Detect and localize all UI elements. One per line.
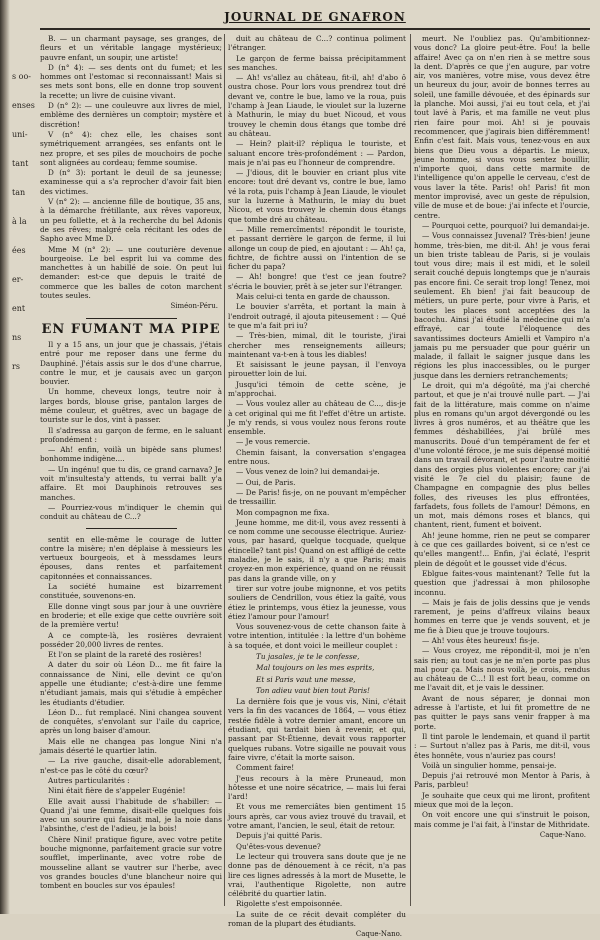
paragraph: On voit encore une qui s'instruit le poison, mais comme je l'ai fait, à l'instar de Mithridate. — [414, 810, 590, 829]
verse-line: Ton adieu vaut bien tout Paris! — [256, 685, 370, 695]
paragraph: sentit en elle-même le courage de lutter contre la misère; n'en déplaise à messieurs les vertueux bourgeois, et à messdames leurs épouses, dans rentes et parfaitement capitonnées et connaissances. — [40, 534, 222, 581]
column-1 — [40, 34, 222, 910]
paragraph: D (n° 2): — une couleuvre aux livres de miel, emblème des dernières un comptoir; mystère et discrétion! — [40, 101, 222, 129]
separator — [86, 528, 177, 529]
margin-fragment: enses — [12, 101, 35, 110]
verse-block — [228, 652, 406, 695]
paragraph: — Ah! vous êtes heureux! fis-je. — [422, 636, 540, 645]
paragraph: Jusqu'ici témoin de cette scène, je m'approchai. — [228, 379, 406, 398]
paragraph: Depuis j'ai quitté Paris. — [236, 831, 323, 841]
paragraph: Comment faire! — [236, 763, 295, 773]
paragraph: tirer sur votre joube mignonne, et vos petits souliers de Cendrillon, vous étiez la gaîté, vous étiez le printemps, vous étiez la jeunesse, vous étiez l'amour pour l'amour! — [228, 583, 406, 621]
paragraph: Vous souvenez-vous de cette chanson faite à votre intention, intitulée : la lettre d'un bohème à sa toquée, et dont voici le meilleur couplet : — [228, 622, 406, 650]
paragraph: — Hein? plait-il? répliqua le touriste, et saluant encore très-profondément : — Pardon, mais je n'ai pas eu l'honneur de comprendre. — [228, 139, 406, 167]
paragraph: Rigolette s'est empoisonnée. — [236, 899, 343, 909]
paragraph: Et vous me remerciâtes bien gentiment 15 jours après, car vous aviez trouvé du travail, et votre amant, l'ancien, le seul, était de retour. — [228, 802, 406, 831]
paragraph: A dater du soir où Léon D... me fit faire la connaissance de Nini, elle devint ce qu'on appelle une étudiante; c'est-à-dire une femme n'étudiant jamais, mais qui s'étudie à empêcher les étudiants d'étudier. — [40, 660, 222, 707]
verse-line: Mal toujours on les mes esprits, — [256, 663, 375, 673]
paragraph: Le lecteur qui trouvera sans doute que je ne donne pas de dénouement à ce récit, n'a pas lire ces lignes adressés à la mort de Musette, le vrai, l'authentique Rigolette, non autre célébrité du quartier latin. — [228, 851, 406, 899]
paragraph: — Ah! enfin, voilà un bipède sans plumes! bonhomme indigène.... — [40, 445, 222, 464]
column-3 — [414, 34, 590, 910]
paragraph: — Vous voulez aller au château de C..., dis-je à cet original qui me fit l'effet d'être un artiste. Je m'y rends, si vous voulez nous ferons route ensemble. — [228, 399, 406, 437]
paragraph: — La rive gauche, disait-elle adorablement, n'est-ce pas le côté du cœur? — [40, 756, 222, 775]
paragraph: Mais elle ne changea pas longue Nini n'a jamais déserté le quartier latin. — [40, 736, 222, 756]
verse-line: Et si Paris vaut une messe, — [256, 674, 356, 684]
paragraph: Et l'on se plaint de la rareté des rosières! — [48, 650, 202, 660]
paragraph: V (n° 4): chez elle, les chaises sont symétriquement arrangées, ses enfants ont le nez propre, et ses piles de mouchoirs de poche sont alignées au cordeau; femme soumise. — [40, 129, 222, 167]
paragraph: Le bouvier s'arrêta, et portant la main à l'endroit outragé, il ajouta piteusement : — Qué te que m'a fait pri iu? — [228, 302, 406, 330]
column-rule-1 — [224, 34, 225, 906]
paragraph: Je souhaite que ceux qui me liront, profitent mieux que moi de la leçon. — [414, 790, 590, 810]
paragraph: — Je vous remercie. — [236, 437, 311, 447]
signature-2: Caque-Nano. — [355, 930, 402, 939]
page-binding-edge — [0, 0, 10, 914]
column-rule-2 — [410, 34, 411, 906]
paragraph: Autres particularités : — [48, 775, 130, 785]
paragraph: Il y a 15 ans, un jour que je chassais, j'étais entré pour me reposer dans une ferme du Dauphiné. J'étais assis sur le dos d'une charrue, contre le mur, et je causais avec un garçon bouvier. — [40, 339, 222, 387]
signature-3: Caque-Nano. — [539, 830, 586, 839]
paragraph: La suite de ce récit devait compléter du roman de la plupart des étudiants. — [228, 909, 406, 929]
paragraph: Avant de nous séparer, je donnai mon adresse à l'artiste, et lui fit promettre de ne pas quitter le pays sans venir frapper à ma porte. — [414, 693, 590, 731]
story-opening — [40, 340, 222, 522]
paragraph: B. — un charmant paysage, ses granges, de fleurs et un véritable langage mystérieux; pauvre enfant, un soupir, une artiste! — [40, 34, 222, 62]
story-ending — [228, 697, 406, 928]
paragraph: Nini était fière de s'appeler Eugénie! — [48, 786, 186, 796]
paragraph: Mais celui-ci tenta en garde de chausson. — [236, 292, 390, 302]
paragraph: — Mais je fais de jolis dessins que je vends rarement, je peins d'affreux vilains beaux hommes en terre que je vends souvent, et je me fie à Dieu que je trouve toujours. — [414, 597, 590, 635]
paragraph: D (n° 4): — ses dents ont du fumet; et les hommes ont l'estomac si reconnaissant! Mais si ses mets sont bons, elle en donne trop souvent la recette; un livre de cuisine vivant. — [40, 62, 222, 100]
margin-fragment: er- — [12, 275, 24, 284]
column-2 — [228, 34, 406, 939]
paragraph: Ah! jeune homme, rien ne peut se comparer à ce que ces gaillardes boivent, si ce n'est ce qu'elles mangent!... Enfin, j'ai éclaté, l'esprit plein de dégoût et le gousset vide d'écus. — [414, 530, 590, 568]
paragraph: — Très-bien, mimal, dit le touriste, j'irai chercher mes renseignements ailleurs; maintenant va-t-en à tous les diables! — [228, 331, 406, 359]
paragraph: La société humaine est bizarrement constituée, souvenons-en. — [40, 582, 222, 601]
margin-fragment: à la — [12, 217, 27, 226]
margin-fragment: ns — [12, 333, 22, 342]
signature-1: Siméon-Péru. — [170, 302, 218, 311]
paragraph: — De Paris! fis-je, on ne pouvant m'empêcher de tressaillir. — [228, 487, 406, 507]
paragraph: Il s'adressa au garçon de ferme, en le saluant profondément : — [40, 425, 222, 444]
margin-fragment: s oo- — [12, 72, 31, 81]
paragraph: Mon compagnon me fixa. — [236, 507, 330, 517]
paragraph: — Vous connaissez Juvenal? Très-bien! jeune homme, très-bien, me dit-il. Ah! je vous ferai un bien triste tableau de Paris, si je voulais tout vous dire; mais il est midi, et le soleil serait couché depuis longtemps que je n'aurais pas encore fini. Ce serait trop long! Tenez, moi seulement. Eh bien! j'ai fait beaucoup de métiers, un pure perte, pour vivre à Paris, et toutes les places sont acceptées des la bacochu. Ainsi j'ai étudié la médecine qui m'a effrayé, car toute l'éloquence des savantissimes docteurs Amielli et Vampiro n'a jamais pu me persuader que pour guérir un malade, il fallait le saigner jusque dans les régions les plus inaccessibles, ou le purger jusque dans les derniers retranchements; — [414, 231, 590, 380]
margin-fragment: tant — [12, 159, 29, 168]
paragraph: — Ah! vs'allez au château, fit-il, ah! d'abo ô oustra chose. Pour lors vous prendrez tout dré devant ve, contre le bue, lamo ve la roua, puis l'champ à Jean Liaude, le vioulet sur la luzerne à Mathurin, le miay du buet Nicoud, et vous trouvey le chemin dous étangs que tombe dré au château. — [228, 73, 406, 138]
paragraph: J'eus recours à la mère Pruneaud, mon hôtesse et une noire sécatrice, — mais lui ferai l'ard! — [228, 773, 406, 802]
story-continued — [228, 34, 406, 650]
paragraph: V (n° 2): — ancienne fille de boutique, 35 ans, à la démarche frétillante, aux rêves vaporeux, un peu follette, et à la recherche du bel Adonis de ses rêves; malgré cela récitant les odes de Sapho avec Mme D. — [40, 197, 222, 244]
paragraph: Chemin faisant, la conversation s'engagea entre nous. — [228, 447, 406, 467]
paragraph: D (n° 3): portant le deuil de sa jeunesse; examinesse qui a s'a reprocher d'avoir fait bien des victimes. — [40, 168, 222, 196]
paragraph: — J'dious, dit le bouvier en criant plus vite encore: tout dré devant vs, contre le bue, lamo vé la rota, puis l'champ à Jean Liaude, le vioulet sur la luzerne à Mathurin, le miay du buet Nicou, et vous trouvey le chemin dous étangs que tombe dré au château. — [228, 168, 406, 224]
paragraph: — Oui, de Paris. — [236, 477, 296, 487]
paragraph: — Vous venez de loin? lui demandai-je. — [236, 467, 380, 477]
story-nini — [40, 535, 222, 891]
masthead-title: JOURNAL DE GNAFRON — [224, 10, 406, 24]
paragraph: Il tint parole le lendemain, et quand il partit : — Surtout n'allez pas à Paris, me dit-il, vous êtes honnête, vous n'auriez pas cours! — [414, 731, 590, 760]
verse-line: Tu jasales, je te le confesse, — [256, 652, 360, 661]
paragraph: — Vous croyez, me répondit-il, moi je n'en sais rien; au tout cas je ne m'en porte pas plus mal pour ça. Mais nous voilà, je crois, rendus au château de C...! Il est fort beau, comme on me l'avait dit, et je vais le dessiner. — [414, 646, 590, 693]
paragraph: Le garçon de ferme baissa précipitamment ses manches. — [228, 53, 406, 72]
paragraph: Eblgue faites-vous maintenant? Telle fut la question que j'adressai à mon philosophe inconnu. — [414, 568, 590, 597]
paragraph: — Un ingénu! que tu dis, ce grand carnava? Je voit m'insultesta'y attends, tu verrai ballt y'a affaire. Et moi Dauphinois retrouves ses manches. — [40, 464, 222, 502]
margin-fragment: tan — [12, 188, 26, 197]
paragraph: duit au château de C...? continua poliment l'étranger. — [228, 34, 406, 53]
paragraph: — Ah! bongre! que t'est ce jean foutre? s'écria le bouvier, prêt à se jeter sur l'étranger. — [228, 272, 406, 291]
paragraph: Chère Nini! pratique figure, avec votre petite bouche mignonne, parfaitement gracie sur votre soufflet, imperlinante, avec votre robe de mousseline allant se vautrer sur l'herbe, avec vos grandes boucles d'une blancheur noire qui tombent en boucles sur vos épaules! — [40, 834, 222, 891]
paragraph: A ce compte-là, les rosières devraient posséder 20,000 livres de rentes. — [40, 630, 222, 649]
paragraph: — Mille remercîments! répondit le touriste, et passant derrière le garçon de ferme, il lui allonge un coup de pied, en ajoutant : — Ah! ça, fichtre, de fichtre aussi on l'intention de se ficher du papa? — [228, 224, 406, 272]
paragraph: meurt. Ne l'oubliez pas. Qu'ambitionnez-vous donc? La gloire peut-être. Fou! la belle affaire! Avec ça on n'en rien à se mettre sous la dent. D'après ce que j'en augure, par votre air, vos manières, votre mise, vous devez être un heureux du jour, avoir de bonnes terres au soleil, une famille dévouée, et des épinards sur la planche. Moi aussi, j'ai eu tout cela, et j'ai tout lavé à Paris, et ma famille ne veut plus rien faire pour moi. Ah! si je pouvais recommencer, que j'agirais bien différemment! Enfin c'est fait. Mais vous, tenez-vous en aux biens que Dieu vous a départis. Le mieux, jeune homme, si vous vous sentez bouillir, n'importe quoi, dans cette marmite de l'intelligence qu'on appelle le cerveau, c'est de vous laver la tête. Paris! oh! Paris! fit mon mentor improvisé, avec un geste de répulsion, ville de muse et de boue: j'ai infecte et l'ourcie, centre. — [414, 34, 590, 220]
paragraph: Elle donne vingt sous par jour à une ouvrière en broderie; et elle exige que cette ouvrière soit de la première vertu! — [40, 601, 222, 630]
paragraph: Mme M (n° 2): — une couturière devenue bourgeoise. Le bel esprit lui va comme des manchettes à un habillé de soie. On peut lui demander: est-ce que depuis le traité de commerce que les balles de coton marchent toutes seules. — [40, 244, 222, 301]
paragraph: Depuis j'ai retrouvé mon Mentor à Paris, à Paris, parbleu! — [414, 771, 590, 790]
paragraph: Jeune homme, me dit-il, vous avez ressenti à ce nom comme une secousse électrique. Auriez-vous, par hasard, quelque tocquade, quelque étincelle? tant pis! Quand on est affligé de cette maladie, je le sais, il n'y a que Paris; mais croyez-en mon expérience, quand on ne réussit pas dans la grande ville, on y — [228, 517, 406, 583]
article-heading: EN FUMANT MA PIPE — [41, 321, 221, 337]
separator — [86, 318, 177, 319]
left-margin-fragments — [12, 72, 34, 391]
paragraph: Léon D... fut remplacé. Nini changea souvent de conquêtes, s'envolant sur l'aile du caprice, après un long baiser d'amour. — [40, 707, 222, 736]
paragraph: Le droit, qui m'a dégoûté, ma j'ai cherché partout, et que je n'ai trouvé nulle part. — J'ai fait de la littérature, mais comme on n'aime plus en romans qu'un argot dévergondé ou les livres à gros numéros, et au théâtre que les femmes déshabillées, j'ai brûlé mes manuscrits. Doué d'un tempérament de fer et d'une volonté féroce, je me suis dépensé moitié dans un travail dévorant, et pour l'autre moitié dans des orgies plus violentes encore; car j'ai visité le 7e ciel du plaisir; faune de Champagne en compagnie des plus belles folles, des riveuses les plus effrontées, farfadets, fous follets de l'amour! Démons, en un mot, mais démons roses et blancs, qui chantent, rient, fument et boivent. — [414, 380, 590, 530]
paragraph: Qu'êtes-vous devenue? — [236, 841, 321, 851]
margin-fragment: uni- — [12, 130, 28, 139]
paragraph: Et saisissant le jeune paysan, il l'envoya pirouetter loin de lui. — [228, 360, 406, 379]
masthead — [40, 6, 590, 30]
mentor-story — [414, 34, 590, 829]
paragraph: — Pourriez-vous m'indiquer le chemin qui conduit au château de C...? — [40, 502, 222, 522]
paragraph: Voilà un singulier homme, pensai-je. — [422, 760, 557, 770]
paragraph: — Pourquoi cette, pourquoi? lui demandai-je. — [422, 220, 590, 230]
margin-fragment: ent — [12, 304, 26, 313]
portrait-list — [40, 34, 222, 300]
margin-fragment: ées — [12, 246, 26, 255]
paragraph: Un homme, cheveux longs, teutre noir à larges bords, blouse grise, pantalon larges de même couleur, et guêtres, avec un bagage de touriste sur le dos, vint à passer. — [40, 387, 222, 425]
paragraph: La dernière fois que je vous vis, Nini, c'était vers la fin des vacances de 1864, — vous étiez restée fidèle à votre dernier amant, encore un étudiant, qui tardait bien à revenir, et qui, passant par St-Étienne, devait vous rapporter quelques rubans. Votre sigaille ne pouvait vous faire vivre, c'était la morte saison. — [228, 697, 406, 762]
paragraph: Elle avait aussi l'habitude de s'habiller: — Quand j'ai une femme, disait-elle quelques fois avec un sourire qui faisait mal, je la noie dans l'absinthe, c'est de l'adieu, je la bois! — [40, 796, 222, 834]
margin-fragment: rs — [12, 362, 20, 371]
